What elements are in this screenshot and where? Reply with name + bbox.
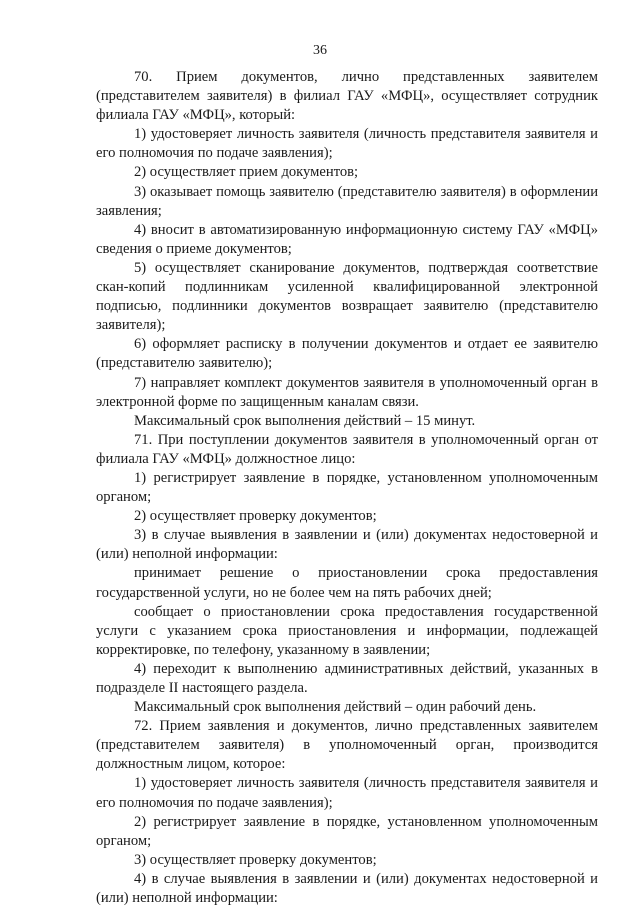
list-item-71-2: 2) осуществляет проверку документов; [134, 508, 377, 525]
list-item-72-4: 4) в случае выявления в заявлении и (или) документах недостоверной и (или) неполной информации: [96, 870, 598, 907]
list-item-72-1: 1) удостоверяет личность заявителя (личность представителя заявителя и его полномочия по подаче заявления); [96, 775, 598, 811]
paragraph-71: 71. При поступлении документов заявителя в уполномоченный орган от филиала ГАУ «МФЦ» должностное лицо: [96, 431, 598, 467]
document-body [96, 68, 598, 908]
list-item-71-3: 3) в случае выявления в заявлении и (или) документах недостоверной и (или) неполной информации: [96, 527, 598, 563]
page-number: 36 [313, 43, 327, 58]
list-item-70-2: 2) осуществляет прием документов; [134, 164, 359, 181]
sub-item-71-3-a: принимает решение о приостановлении срока предоставления государственной услуги, но не более чем на пять рабочих дней; [96, 565, 598, 601]
list-item-71-1: 1) регистрирует заявление в порядке, установленном уполномоченным органом; [96, 469, 598, 506]
paragraph-72: 72. Прием заявления и документов, лично представленных заявителем (представителем заявителя) в уполномоченный орган, производится должностным лицом, которое: [96, 718, 598, 773]
deadline-70: Максимальный срок выполнения действий – 15 минут. [134, 412, 476, 429]
list-item-70-7: 7) направляет комплект документов заявителя в уполномоченный орган в электронной форме по защищенным каналам связи. [96, 374, 598, 410]
paragraph-70: 70. Прием документов, лично представленных заявителем (представителем заявителя) в филиал ГАУ «МФЦ», осуществляет сотрудник филиала ГАУ «МФЦ», который: [96, 69, 598, 124]
list-item-70-6: 6) оформляет расписку в получении документов и отдает ее заявителю (представителю заявителю); [96, 336, 598, 372]
list-item-70-3: 3) оказывает помощь заявителю (представителю заявителя) в оформлении заявления; [96, 183, 598, 219]
list-item-70-5: 5) осуществляет сканирование документов, подтверждая соответствие скан-копий подлинникам усиленной квалифицированной электронной подписью, подлинники документов возвращает заявителю (представителю заявителя); [96, 259, 598, 334]
list-item-72-2: 2) регистрирует заявление в порядке, установленном уполномоченным органом; [96, 813, 598, 849]
sub-item-71-3-b: сообщает о приостановлении срока предоставления государственной услуги с указанием срока приостановления и информации, подлежащей корректировке, по телефону, указанному в заявлении; [96, 603, 598, 658]
list-item-70-4: 4) вносит в автоматизированную информационную систему ГАУ «МФЦ» сведения о приеме документов; [96, 221, 598, 257]
list-item-71-4: 4) переходит к выполнению административных действий, указанных в подразделе II настоящего раздела. [96, 660, 598, 696]
list-item-70-1: 1) удостоверяет личность заявителя (личность представителя заявителя и его полномочия по подаче заявления); [96, 126, 598, 162]
deadline-71: Максимальный срок выполнения действий – один рабочий день. [134, 699, 537, 716]
list-item-72-3: 3) осуществляет проверку документов; [134, 851, 377, 868]
